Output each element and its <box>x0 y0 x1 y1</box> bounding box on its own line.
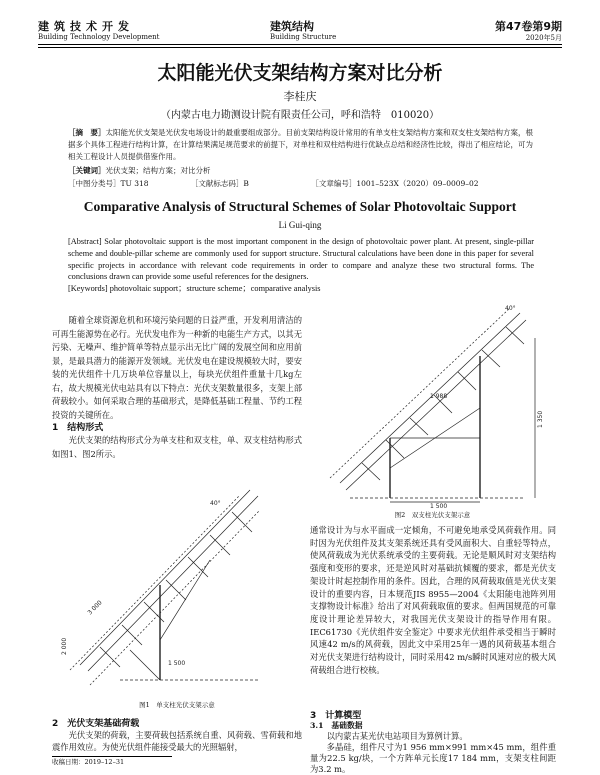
clc-label: ［中图分类号］ <box>68 179 121 188</box>
abstract-text: 太阳能光伏支架是光伏发电场设计的最重要组成部分。目前支架结构设计常用的有单支柱支架结构方案和双支柱支架结构方案，根据多个具体工程进行结构计算，在计算结果满足规范要求的前提下，对单柱和双柱结构进行优缺点总结和经济性比较，得出了相应结论，可为相关工程设计人员提供借鉴作用。 <box>68 128 533 161</box>
abstract-en <box>68 236 534 295</box>
section-2-title: 2 光伏支架基础荷载 <box>52 719 140 729</box>
fig1-panel-frame-lower <box>88 496 258 671</box>
article-no-label: ［文章编号］ <box>311 179 357 188</box>
abstract-en-label: [Abstract] <box>68 237 102 246</box>
doc-code-label: ［文献标志码］ <box>190 179 244 188</box>
fig1-panel-frame <box>80 490 250 665</box>
figure-1-single-pillar <box>60 465 300 698</box>
section-3-1-text-1: 以内蒙古某光伏电站项目为算例计算。 <box>326 731 468 741</box>
figure-1-caption: 图1 单支柱光伏支架示意 <box>139 701 215 709</box>
fig2-dim-label: 1 500 <box>430 503 448 510</box>
fig1-angle-label: 40° <box>210 500 221 507</box>
issue-en: 2020年5月 <box>525 34 562 42</box>
section-1-text: 光伏支架的结构形式分为单支柱和双支柱，单、双支柱结构形式如图1、图2所示。 <box>52 435 302 459</box>
fig1-dim-label-3: 2 000 <box>61 637 68 655</box>
right-column-text: 通常设计为与水平面成一定倾角，不可避免地承受风荷载作用。同时因为光伏组件及其支架系统还具有受风面积大、自重轻等特点，使风荷载成为光伏系统承受的主要荷载。无论是顺风时对支架结构强度和变形的要求，还是逆风时对基础抗倾覆的要求，都是光伏支架设计时起控制作用的条件。因此，合理的风荷载取值是光伏支架设计的重要内容，日本规范JIS 8955—2004《太阳能电池阵列用支撑物设计标准》给出了对风荷载取值的要求。但两国规范的可靠度设计理论差异较大，对我国光伏支架设计的指导作用有限。IEC61730《光伏组件安全鉴定》中要求光伏组件承受相当于瞬时风速42 m/s的风荷载，因此文中采用25年一遇的风荷载基本组合对光伏支架进行结构设计，同时采用42 m/s瞬时风速对应的极大风荷载组合进行校核。 <box>310 525 556 675</box>
article-title-cn: 太阳能光伏支架结构方案对比分析 <box>157 62 443 84</box>
author-en: Li Gui-qing <box>278 220 322 230</box>
classification-line <box>68 178 534 190</box>
fig2-dim-label-2: 1 988 <box>430 393 448 400</box>
keywords-label: ［关键词］ <box>68 166 106 175</box>
section-3-1-text-2: 多晶硅，组件尺寸为1 956 mm×991 mm×45 mm，组件重量为22.5 kg/块，一个方阵单元长度17 184 mm，支架支柱间距为3.2 m。 <box>310 742 556 774</box>
journal-name-en: Building Technology Development <box>38 33 160 41</box>
fig2-angle-label: 40° <box>505 305 516 312</box>
keywords-en-text: photovoltaic support；structure scheme；comparative analysis <box>109 284 321 294</box>
doc-code-value: B <box>243 179 249 188</box>
abstract-en-text: Solar photovoltaic support is the most important component in the design of photovoltaic power plant. At present, single-pillar scheme and double-pillar scheme are commonly used for support structure. Structural calculations have been done in this paper for several specific projects in accordance with relevant code requirements in order to compare and analyze these two structural forms. The conclusions drawn can provide some useful references for the designers. <box>68 237 535 282</box>
figure-2-double-pillar <box>310 298 555 510</box>
article-title-en: Comparative Analysis of Structural Schemes of Solar Photovoltaic Support <box>83 199 517 214</box>
figure-2-caption: 图2 双支柱光伏支架示意 <box>394 511 471 519</box>
abstract-label: ［摘 要］ <box>68 128 106 137</box>
section-3-1-title: 3.1 基础数据 <box>310 721 363 730</box>
keywords-text: 光伏支架；结构方案；对比分析 <box>105 166 211 175</box>
keywords-en-label: [Keywords] <box>68 284 108 294</box>
fig1-dim-label: 1 500 <box>168 660 186 667</box>
section-1-title: 1 结构形式 <box>52 423 104 433</box>
section-name-en: Building Structure <box>270 33 337 41</box>
affiliation-cn: （内蒙古电力勘测设计院有限责任公司，呼和浩特 010020） <box>160 110 440 121</box>
keywords-cn <box>68 165 534 177</box>
author-cn: 李桂庆 <box>283 90 317 103</box>
header-rule <box>38 44 562 45</box>
abstract-cn <box>68 127 534 163</box>
footnote-received: 收稿日期：2019–12–31 <box>52 758 125 766</box>
journal-name-cn: 建筑技术开发 <box>38 20 134 33</box>
fig2-panel-frame-lower <box>346 320 526 490</box>
clc-value: TU 318 <box>120 179 149 188</box>
section-3-title: 3 计算模型 <box>310 711 362 721</box>
article-no-value: 1001–523X（2020）09–0009–02 <box>356 179 479 188</box>
fig2-dim-label-3: 1 350 <box>537 410 544 428</box>
fig1-dim-label-2: 3 000 <box>86 599 104 617</box>
section-name-cn: 建筑结构 <box>270 20 314 33</box>
intro-paragraph: 随着全球资源危机和环境污染问题的日益严重，开发利用清洁的可再生能源势在必行。光伏发电作为一种新的电能生产方式，以其无污染、无噪声、维护简单等特点显示出无比广阔的发展空间和应用前景，是最具潜力的能源开发领域。光伏发电在建设规模较大时，要安装的光伏组件十几万块单位容量以上，每块光伏组件重量十几kg左右，故大规模光伏电站具有以下特点：光伏支架数量很多，支架上部荷载较小。如何采取合理的基础形式，是降低基础工程量、节约工程投资的关键所在。 <box>52 315 302 420</box>
section-2-text: 光伏支架的荷载，主要荷载包括系统自重、风荷载、雪荷载和地震作用效应。为使光伏组件能接受最大的光照辐射， <box>52 730 302 752</box>
header-rule-thin <box>38 47 562 48</box>
issue-cn: 第47卷第9期 <box>495 20 562 33</box>
